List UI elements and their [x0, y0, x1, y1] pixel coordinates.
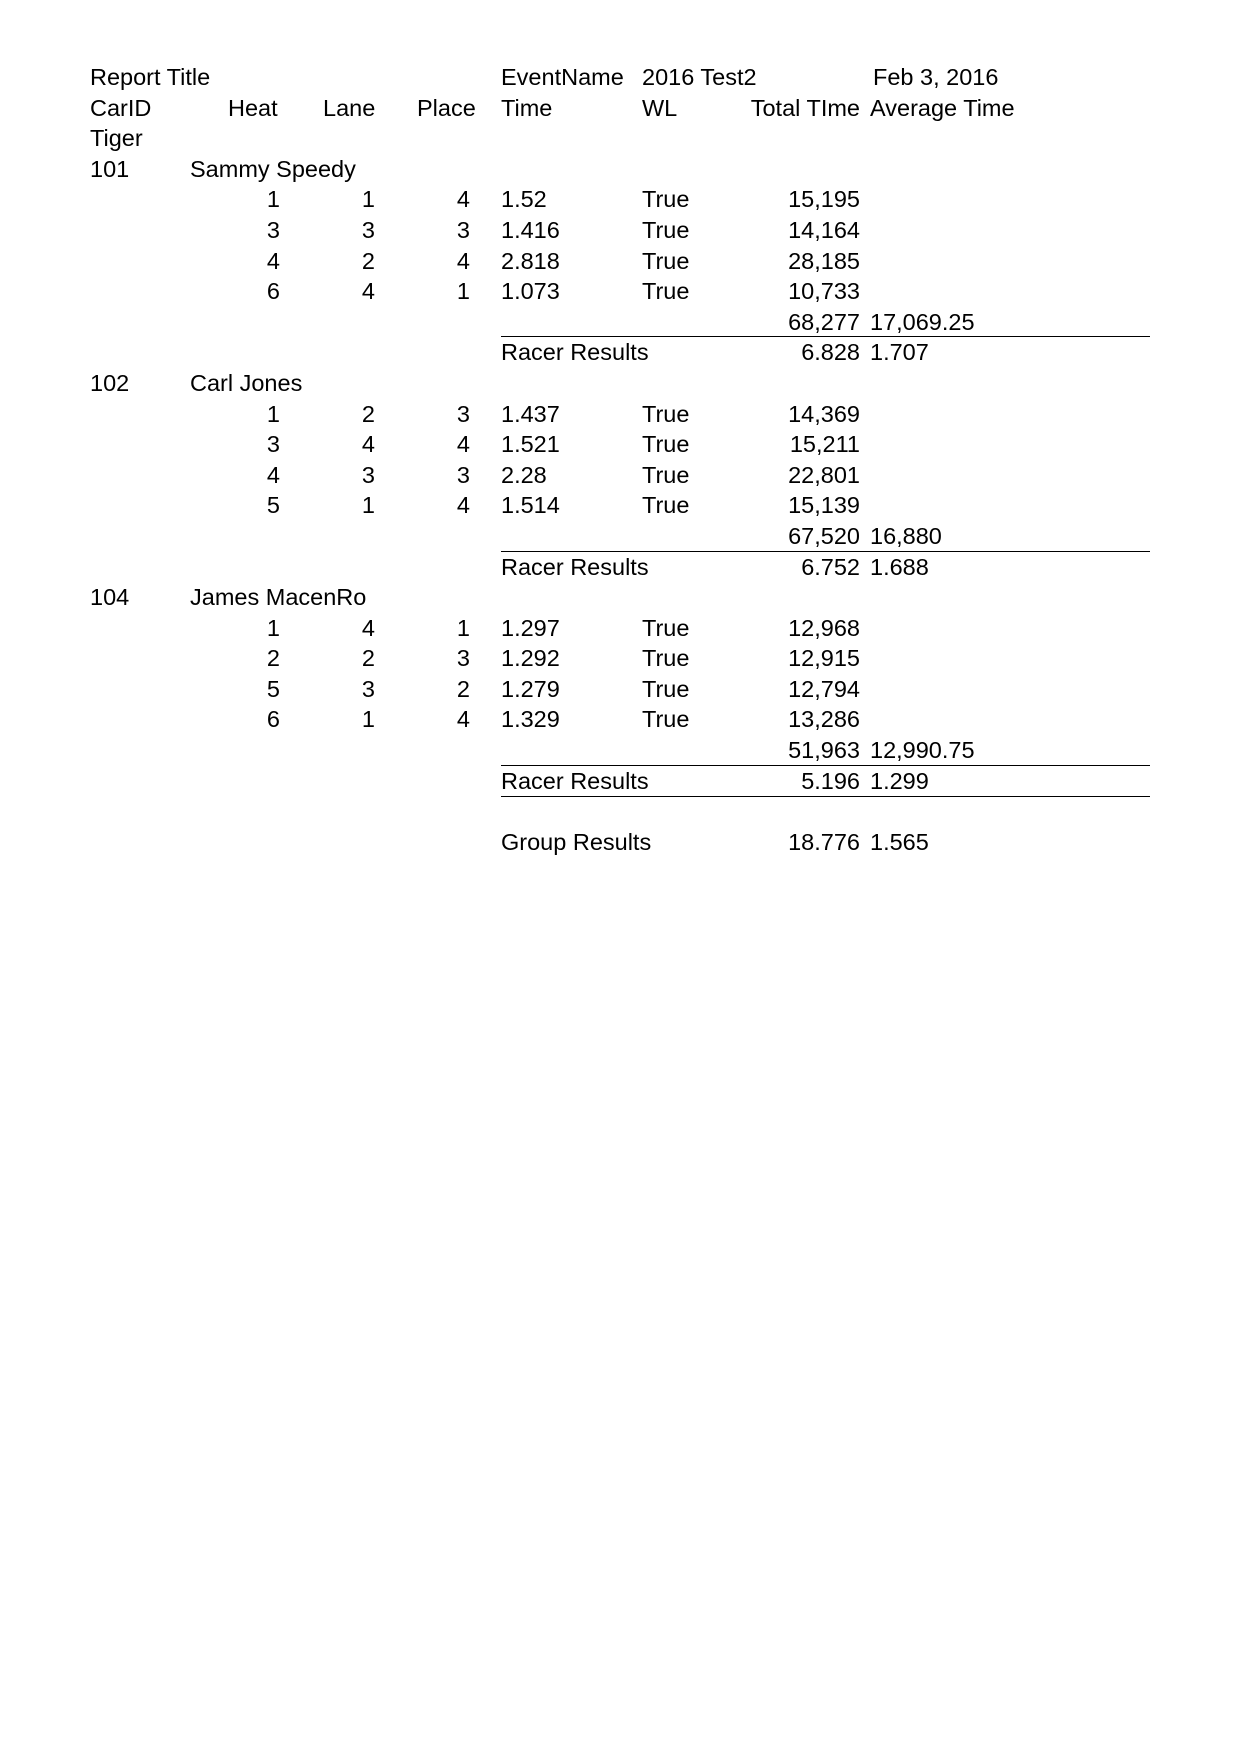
- heat-time: 1.297: [501, 614, 560, 641]
- group-results-total: 18.776: [788, 828, 860, 855]
- heat-time: 2.818: [501, 247, 560, 274]
- report-date: Feb 3, 2016: [873, 64, 999, 90]
- racer-car-id: 104: [90, 584, 130, 611]
- racer-results-average: 1.688: [870, 553, 929, 580]
- column-header-time: Time: [501, 94, 553, 121]
- group-results-rule: [501, 796, 1150, 797]
- event-name-label: EventName: [501, 64, 624, 90]
- column-header-heat: Heat: [228, 94, 278, 121]
- group-results-label: Group Results: [501, 828, 652, 855]
- heat-wl: True: [642, 247, 690, 274]
- heat-wl: True: [642, 278, 690, 305]
- racer-results-average: 1.707: [870, 339, 929, 366]
- racer-subtotal-row: [90, 521, 1150, 552]
- heat-wl: True: [642, 645, 690, 672]
- heat-time: 1.292: [501, 645, 560, 672]
- heat-row: [90, 429, 1150, 460]
- heat-lane: 4: [361, 278, 375, 305]
- heat-row: [90, 184, 1150, 215]
- heat-total-time: 12,794: [788, 675, 860, 702]
- heat-number: 3: [266, 216, 280, 243]
- racer-results-total: 6.752: [801, 553, 860, 580]
- racer-results-label: Racer Results: [501, 339, 649, 366]
- heat-place: 3: [456, 461, 470, 488]
- heat-number: 2: [266, 645, 280, 672]
- heat-lane: 2: [361, 645, 375, 672]
- racer-results-total: 5.196: [801, 767, 860, 794]
- heat-row: [90, 704, 1150, 735]
- column-header-place: Place: [417, 94, 476, 121]
- racer-results-total: 6.828: [801, 339, 860, 366]
- heat-place: 4: [456, 492, 470, 519]
- racer-name: James MacenRo: [190, 584, 367, 611]
- heat-total-time: 13,286: [788, 706, 860, 733]
- heat-place: 3: [456, 645, 470, 672]
- heat-number: 1: [266, 400, 280, 427]
- heat-number: 1: [266, 614, 280, 641]
- heat-wl: True: [642, 706, 690, 733]
- column-header-wl: WL: [642, 94, 678, 121]
- heat-total-time: 12,915: [788, 645, 860, 672]
- heat-wl: True: [642, 186, 690, 213]
- heat-number: 1: [266, 186, 280, 213]
- racer-subtotal-row: [90, 735, 1150, 766]
- racer-header-row: [90, 154, 1150, 185]
- heat-row: [90, 246, 1150, 277]
- heat-place: 4: [456, 186, 470, 213]
- heat-lane: 3: [361, 216, 375, 243]
- heat-total-time: 15,195: [788, 186, 860, 213]
- heat-place: 2: [456, 675, 470, 702]
- heat-total-time: 22,801: [788, 461, 860, 488]
- racer-subtotal-row: [90, 307, 1150, 338]
- heat-row: [90, 399, 1150, 430]
- heat-total-time: 15,139: [788, 492, 860, 519]
- heat-total-time: 15,211: [789, 431, 860, 458]
- heat-lane: 1: [361, 492, 375, 519]
- heat-number: 4: [266, 247, 280, 274]
- heat-lane: 3: [361, 675, 375, 702]
- heat-wl: True: [642, 461, 690, 488]
- racer-block: [90, 154, 1150, 368]
- column-header-carid: CarID: [90, 94, 152, 121]
- heat-place: 3: [456, 216, 470, 243]
- heat-number: 5: [266, 492, 280, 519]
- group-results-rule-row: [90, 796, 1150, 827]
- racer-subtotal-average: 17,069.25: [870, 308, 975, 335]
- heat-wl: True: [642, 492, 690, 519]
- heat-lane: 4: [361, 614, 375, 641]
- racer-subtotal-average: 12,990.75: [870, 737, 975, 764]
- heat-time: 1.514: [501, 492, 560, 519]
- heat-place: 4: [456, 431, 470, 458]
- heat-lane: 1: [361, 186, 375, 213]
- heat-time: 1.437: [501, 400, 560, 427]
- racer-block: [90, 368, 1150, 582]
- racer-car-id: 101: [90, 155, 130, 182]
- heat-wl: True: [642, 216, 690, 243]
- racer-results-label: Racer Results: [501, 553, 649, 580]
- heat-lane: 2: [361, 247, 375, 274]
- event-name-value: 2016 Test2: [642, 64, 757, 90]
- heat-row: [90, 643, 1150, 674]
- heat-wl: True: [642, 400, 690, 427]
- heat-row: [90, 276, 1150, 307]
- racer-car-id: 102: [90, 369, 130, 396]
- racer-subtotal-total: 67,520: [788, 522, 860, 549]
- racer-subtotal-total: 68,277: [788, 308, 860, 335]
- heat-time: 1.416: [501, 216, 560, 243]
- heat-time: 1.279: [501, 675, 560, 702]
- heat-number: 5: [266, 675, 280, 702]
- heat-wl: True: [642, 431, 690, 458]
- heat-wl: True: [642, 675, 690, 702]
- heat-row: [90, 674, 1150, 705]
- race-report: [90, 62, 1150, 857]
- heat-total-time: 14,164: [788, 216, 860, 243]
- heat-time: 1.329: [501, 706, 560, 733]
- heat-total-time: 10,733: [788, 278, 860, 305]
- heat-total-time: 12,968: [788, 614, 860, 641]
- group-name-row: [90, 123, 1150, 154]
- heat-row: [90, 215, 1150, 246]
- heat-lane: 4: [361, 431, 375, 458]
- column-header-total-time: Total TIme: [750, 94, 860, 121]
- heat-time: 1.52: [501, 186, 547, 213]
- heat-row: [90, 490, 1150, 521]
- group-results-row: [90, 827, 1150, 858]
- heat-lane: 2: [361, 400, 375, 427]
- heat-total-time: 28,185: [788, 247, 860, 274]
- heat-place: 4: [456, 247, 470, 274]
- heat-place: 1: [456, 278, 470, 305]
- racer-block: [90, 582, 1150, 796]
- page-title: Report Title: [90, 64, 211, 90]
- heat-number: 6: [266, 706, 280, 733]
- report-title-row: [90, 62, 1150, 93]
- racer-results-label: Racer Results: [501, 767, 649, 794]
- racer-results-average: 1.299: [870, 767, 929, 794]
- heat-row: [90, 460, 1150, 491]
- heat-number: 3: [266, 431, 280, 458]
- heat-lane: 3: [361, 461, 375, 488]
- racer-results-row: [90, 337, 1150, 368]
- heat-place: 3: [456, 400, 470, 427]
- group-name: Tiger: [90, 125, 143, 152]
- heat-total-time: 14,369: [788, 400, 860, 427]
- racer-subtotal-total: 51,963: [788, 737, 860, 764]
- heat-number: 4: [266, 461, 280, 488]
- racer-name: Sammy Speedy: [190, 155, 356, 182]
- heat-place: 4: [456, 706, 470, 733]
- racer-subtotal-average: 16,880: [870, 522, 942, 549]
- racer-results-row: [90, 552, 1150, 583]
- column-header-lane: Lane: [323, 94, 376, 121]
- column-header-row: [90, 93, 1150, 124]
- racer-header-row: [90, 368, 1150, 399]
- group-results-average: 1.565: [870, 828, 929, 855]
- heat-time: 2.28: [501, 461, 547, 488]
- racer-results-row: [90, 766, 1150, 797]
- racer-blocks: [90, 154, 1150, 796]
- heat-time: 1.073: [501, 278, 560, 305]
- heat-wl: True: [642, 614, 690, 641]
- racer-header-row: [90, 582, 1150, 613]
- heat-row: [90, 613, 1150, 644]
- column-header-average-time: Average Time: [870, 94, 1015, 121]
- heat-time: 1.521: [501, 431, 560, 458]
- heat-place: 1: [456, 614, 470, 641]
- heat-number: 6: [266, 278, 280, 305]
- racer-name: Carl Jones: [190, 369, 303, 396]
- heat-lane: 1: [361, 706, 375, 733]
